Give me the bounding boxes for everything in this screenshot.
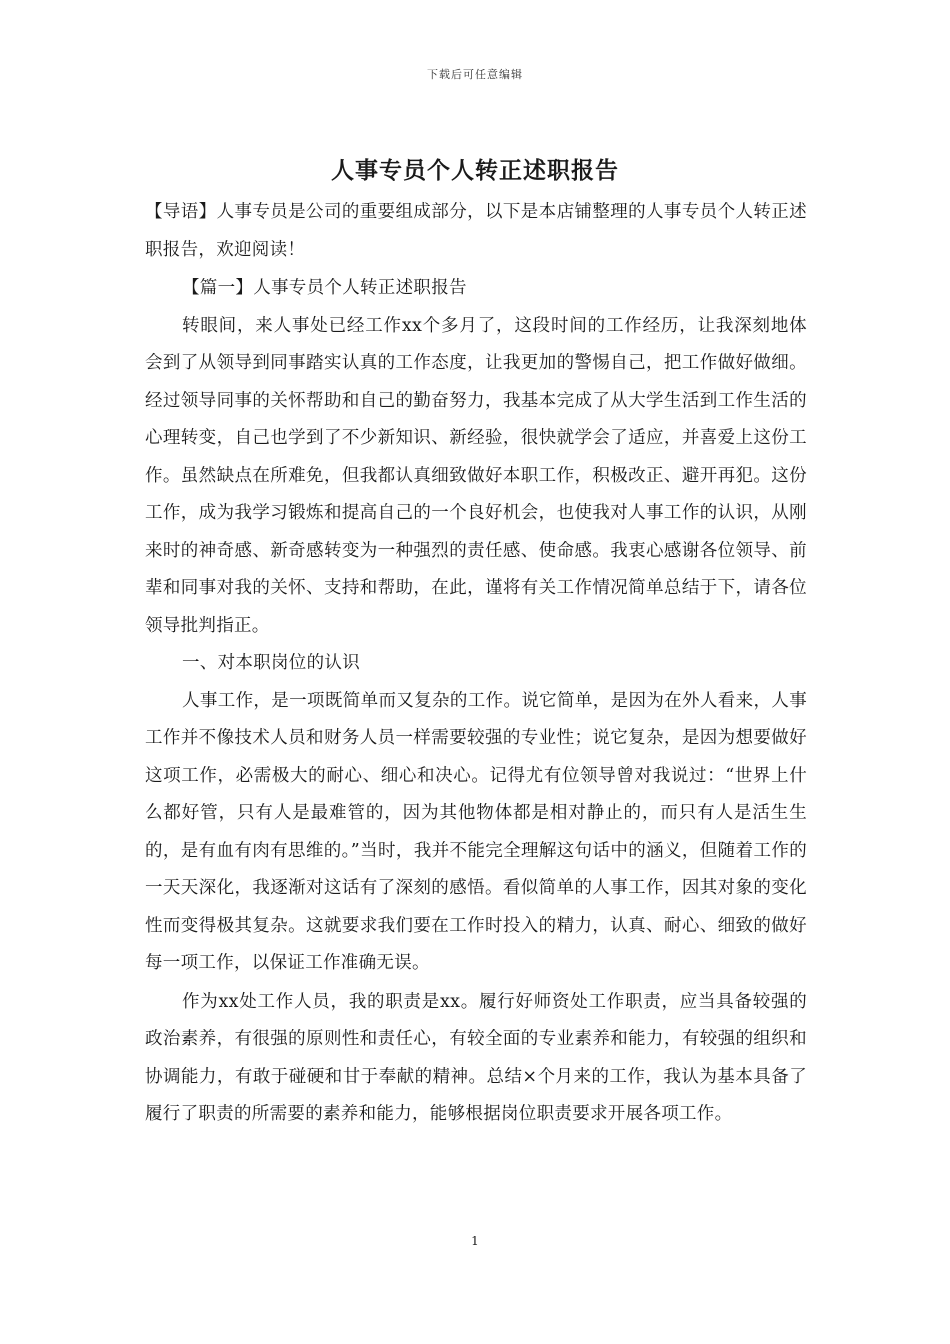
page-number: 1 <box>471 1234 479 1248</box>
body-paragraph: 转眼间，来人事处已经工作xx个多月了，这段时间的工作经历，让我深刻地体会到了从领导到同事踏实认真的工作态度，让我更加的警惕自己，把工作做好做细。经过领导同事的关怀帮助和自己的勤奋努力，我基本完成了从大学生活到工作生活的心理转变，自己也学到了不少新知识、新经验，很快就学会了适应，并喜爱上这份工作。虽然缺点在所难免，但我都认真细致做好本职工作，积极改正、避开再犯。这份工作，成为我学习锻炼和提高自己的一个良好机会，也使我对人事工作的认识，从刚来时的神奇感、新奇感转变为一种强烈的责任感、使命感。我衷心感谢各位领导、前辈和同事对我的关怀、支持和帮助，在此，谨将有关工作情况简单总结于下，请各位领导批判指正。 <box>145 315 807 636</box>
document-body <box>145 194 807 1134</box>
section-heading-part-one: 【篇一】人事专员个人转正述职报告 <box>182 278 467 298</box>
body-paragraph: 人事工作，是一项既简单而又复杂的工作。说它简单，是因为在外人看来，人事工作并不像技术人员和财务人员一样需要较强的专业性；说它复杂，是因为想要做好这项工作，必需极大的耐心、细心和决心。记得尤有位领导曾对我说过：“世界上什么都好管，只有人是最难管的，因为其他物体都是相对静止的，而只有人是活生生的，是有血有肉有思维的。”当时，我并不能完全理解这句话中的涵义，但随着工作的一天天深化，我逐渐对这话有了深刻的感悟。看似简单的人事工作，因其对象的变化性而变得极其复杂。这就要求我们要在工作时投入的精力，认真、耐心、细致的做好每一项工作，以保证工作准确无误。 <box>145 690 807 973</box>
document-title: 人事专员个人转正述职报告 <box>331 157 619 184</box>
section-heading-role-understanding: 一、对本职岗位的认识 <box>182 653 360 673</box>
header-note: 下载后可任意编辑 <box>427 68 523 81</box>
body-paragraph: 作为xx处工作人员，我的职责是xx。履行好师资处工作职责，应当具备较强的政治素养，有很强的原则性和责任心，有较全面的专业素养和能力，有较强的组织和协调能力，有敢于碰硬和甘于奉献的精神。总结×个月来的工作，我认为基本具备了履行了职责的所需要的素养和能力，能够根据岗位职责要求开展各项工作。 <box>145 991 807 1124</box>
intro-paragraph: 【导语】人事专员是公司的重要组成部分，以下是本店铺整理的人事专员个人转正述职报告，欢迎阅读！ <box>145 202 807 260</box>
